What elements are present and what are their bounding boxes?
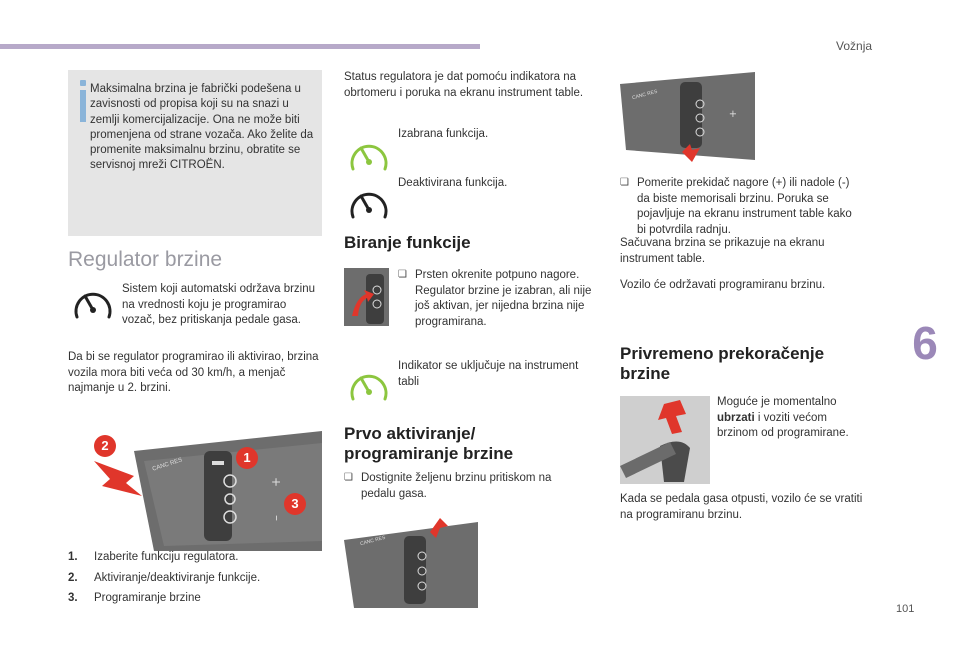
section-title: Vožnja: [836, 39, 873, 53]
cruise-steps-list: [68, 550, 318, 612]
deactivated-function-text: Deaktivirana funkcija.: [398, 177, 508, 189]
heading-select-function: Biranje funkcije: [344, 233, 471, 252]
heading-temporary-exceed: Privremeno prekoračenje brzine: [620, 344, 825, 383]
info-box: [68, 70, 322, 236]
pedal-illustration: [620, 396, 710, 484]
stalk-illustration: [344, 516, 478, 608]
accelerator-pedal-image: [620, 396, 710, 484]
release-pedal-text: Kada se pedala gasa otpusti, vozilo će se vratiti na programiranu brzinu.: [620, 493, 863, 521]
first-activation-bullet: ❏ Dostignite željenu brzinu pritiskom na pedalu gasa.: [344, 471, 584, 502]
callout-3: 3: [284, 493, 306, 515]
check-box-icon: ❏: [620, 177, 629, 188]
list-item: 1. Izaberite funkciju regulatora.: [68, 551, 239, 563]
svg-text:–: –: [269, 515, 283, 521]
info-icon: [80, 80, 86, 122]
check-box-icon: ❏: [398, 269, 407, 280]
stalk-label: CANC RES: [359, 534, 387, 548]
ring-image: [344, 268, 389, 326]
callout-1: 1: [236, 447, 258, 469]
select-function-bullet: ❏ Prsten okrenite potpuno nagore. Regulator brzine je izabran, ali nije još aktivan, jer nijedna brzina nije programirana.: [398, 268, 603, 330]
selected-function-text: Izabrana funkcija.: [398, 128, 489, 140]
chapter-tab-number: 6: [912, 317, 938, 369]
stalk-label: CANC RES: [151, 457, 184, 473]
info-box-text: Maksimalna brzina je fabrički podešena u zavisnosti od propisa koji su na snazi u zemlji komercijalizacije. Ona ne može biti promenjena od strane vozača. Ako želite da promenite maksimalnu brzinu, obratite se servisnoj mreži CITROËN.: [90, 83, 314, 172]
page-number: 101: [896, 603, 915, 615]
status-text: Status regulatora je dat pomoću indikatora na obrtomeru i poruka na ekranu instrument table.: [344, 71, 584, 99]
heading-cruise-control: Regulator brzine: [68, 248, 223, 271]
cruise-requirement-text: Da bi se regulator programirao ili aktivirao, brzina vozila mora biti veća od 30 km/h, a menjač najmanje u 2. brzini.: [68, 351, 319, 395]
svg-text:+: +: [269, 476, 283, 487]
list-item: 3. Programiranje brzine: [68, 592, 201, 605]
speedometer-selected-icon: [346, 136, 392, 174]
indicator-text: Indikator se uključuje na instrument tabli: [398, 360, 579, 388]
check-box-icon: ❏: [344, 472, 353, 483]
accelerate-stalk-image: [344, 516, 478, 608]
cruise-intro-text: Sistem koji automatski održava brzinu na vrednosti koju je programirao vozač, bez pritiskanja pedale gasa.: [122, 283, 316, 327]
speedometer-indicator-icon: [346, 366, 392, 404]
stalk-illustration: [94, 421, 322, 551]
svg-text:+: +: [728, 109, 739, 118]
saved-speed-text: Sačuvana brzina se prikazuje na ekranu instrument table.: [620, 237, 825, 265]
speedometer-deactivated-icon: [346, 184, 392, 222]
stalk-illustration: [620, 70, 755, 166]
list-item: 2. Aktiviranje/deaktiviranje funkcije.: [68, 571, 261, 584]
stalk-label: CANC RES: [631, 88, 659, 102]
ring-illustration: [344, 268, 389, 326]
memorize-stalk-image: [620, 70, 755, 166]
callout-2: 2: [94, 435, 116, 457]
header-accent-bar: [0, 44, 480, 49]
exceed-text: Moguće je momentalno ubrzati i voziti većom brzinom od programirane.: [717, 396, 849, 440]
speedometer-icon: [70, 284, 116, 322]
maintain-speed-text: Vozilo će održavati programiranu brzinu.: [620, 279, 826, 291]
cruise-stalk-image: [94, 421, 322, 551]
heading-first-activation: Prvo aktiviranje/ programiranje brzine: [344, 424, 514, 463]
memorize-bullet: ❏ Pomerite prekidač nagore (+) ili nadole (-) da biste memorisali brzinu. Poruka se pojavljuje na ekranu instrument table kako bi potvrdila radnju.: [620, 176, 860, 238]
